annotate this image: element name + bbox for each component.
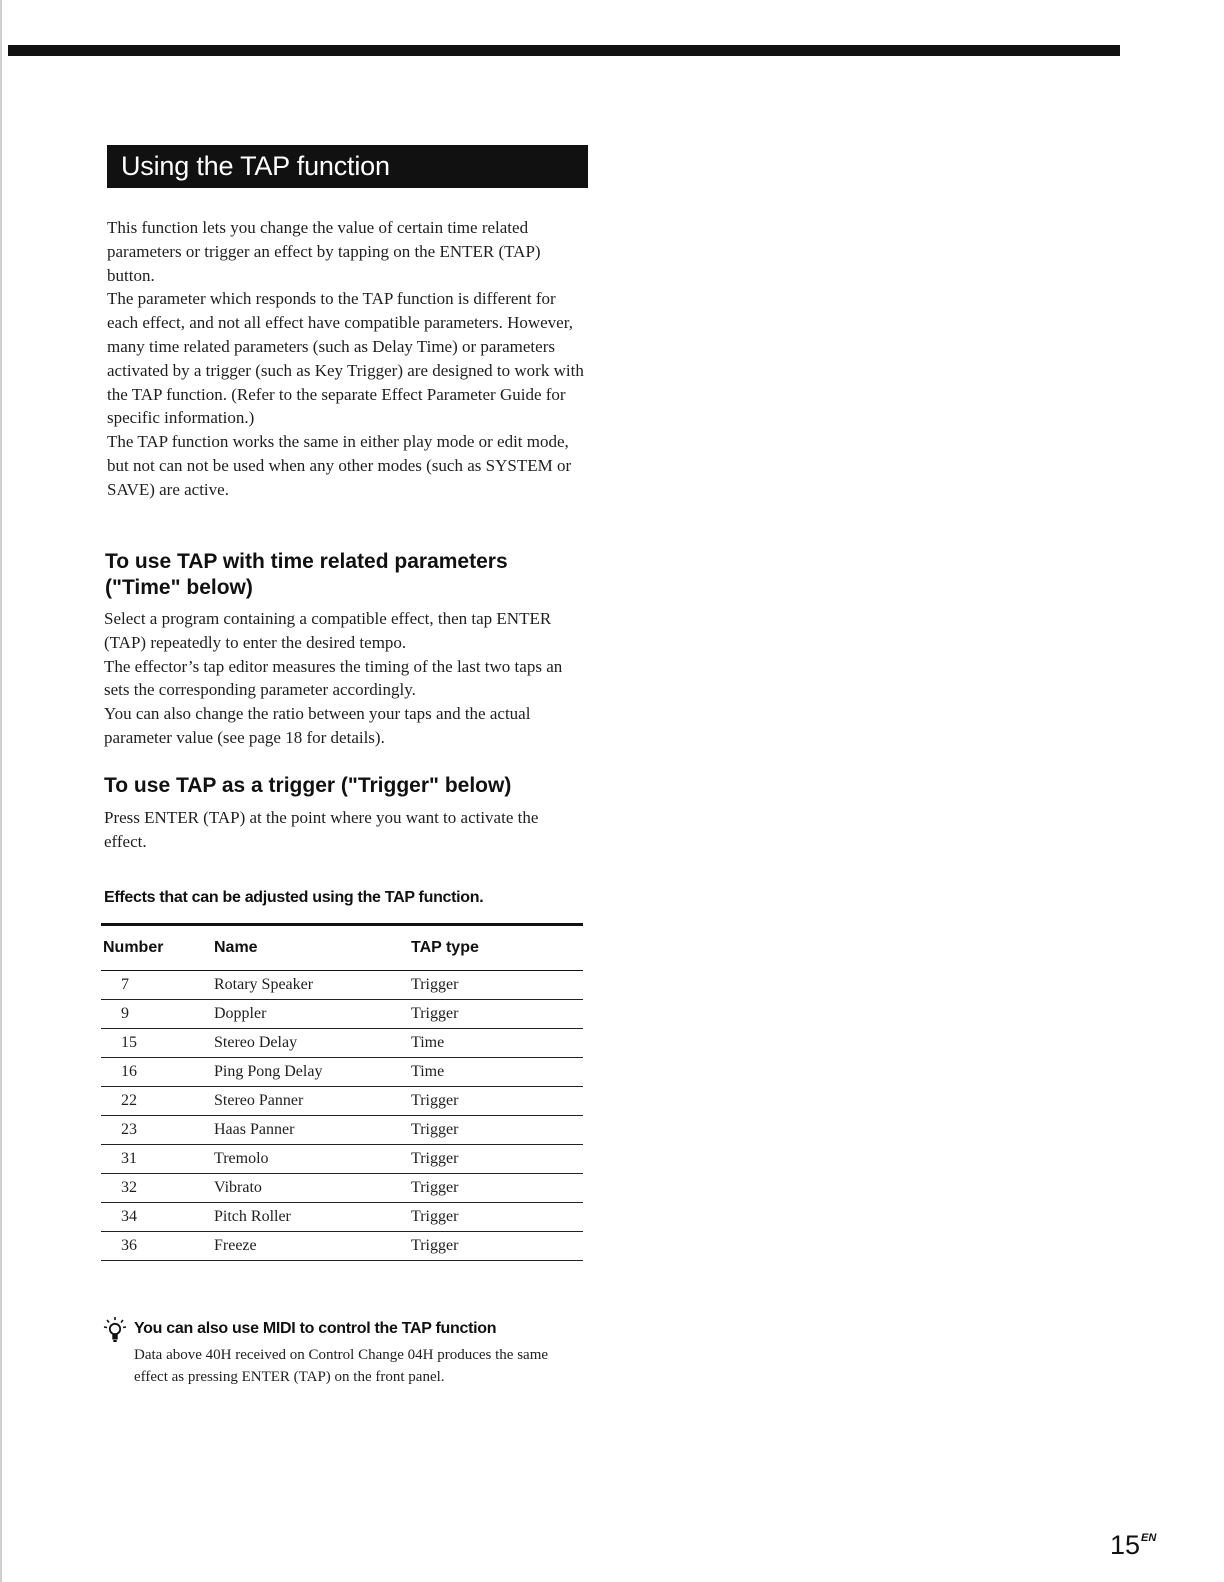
cell-name: Tremolo xyxy=(214,1150,269,1167)
cell-tap-type: Trigger xyxy=(411,976,459,993)
cell-tap-type: Time xyxy=(411,1063,445,1080)
cell-number: 36 xyxy=(121,1237,137,1254)
lightbulb-icon xyxy=(102,1316,128,1344)
cell-number: 22 xyxy=(121,1092,137,1109)
cell-tap-type: Trigger xyxy=(411,1121,459,1138)
table-row xyxy=(101,1029,583,1058)
trigger-paragraph: Press ENTER (TAP) at the point where you want to activate the effect. xyxy=(104,808,539,851)
table-row xyxy=(101,1232,583,1261)
cell-number: 23 xyxy=(121,1121,137,1138)
table-caption: Effects that can be adjusted using the TAP function. xyxy=(104,889,484,906)
table-row xyxy=(101,1174,583,1203)
cell-name: Stereo Delay xyxy=(214,1034,298,1051)
time-section-text xyxy=(104,607,584,750)
cell-tap-type: Trigger xyxy=(411,1237,459,1254)
table-row xyxy=(101,1087,583,1116)
table-row xyxy=(101,1145,583,1174)
cell-number: 32 xyxy=(121,1179,137,1196)
section-title: Using the TAP function xyxy=(107,145,588,188)
trigger-section-heading: To use TAP as a trigger ("Trigger" below) xyxy=(104,774,512,797)
cell-tap-type: Trigger xyxy=(411,1208,459,1225)
page-edge xyxy=(0,0,2,1582)
header-name: Name xyxy=(214,939,258,956)
cell-name: Doppler xyxy=(214,1005,267,1022)
cell-tap-type: Trigger xyxy=(411,1150,459,1167)
table-row xyxy=(101,1058,583,1087)
table-row xyxy=(101,971,583,1000)
cell-tap-type: Time xyxy=(411,1034,445,1051)
cell-name: Rotary Speaker xyxy=(214,976,314,993)
header-tap-type: TAP type xyxy=(411,939,479,956)
time-paragraph: Select a program containing a compatible effect, then tap ENTER (TAP) repeatedly to enter the desired tempo. xyxy=(104,609,552,652)
cell-number: 16 xyxy=(121,1063,137,1080)
trigger-section-text xyxy=(104,806,584,854)
time-paragraph: The effector’s tap editor measures the timing of the last two taps an sets the corresponding parameter accordingly. xyxy=(104,656,563,700)
cell-number: 7 xyxy=(121,976,129,993)
cell-number: 15 xyxy=(121,1034,137,1051)
cell-name: Ping Pong Delay xyxy=(214,1063,323,1080)
cell-number: 34 xyxy=(121,1208,137,1225)
table-row xyxy=(101,1203,583,1232)
cell-name: Stereo Panner xyxy=(214,1092,304,1109)
intro-paragraph: The TAP function works the same in either play mode or edit mode, but not can not be used when any other modes (such as SYSTEM or SAVE) are active. xyxy=(107,432,572,499)
intro-paragraph: This function lets you change the value of certain time related parameters or trigger an effect by tapping on the ENTER (TAP) button. xyxy=(107,218,541,285)
intro-paragraph: The parameter which responds to the TAP function is different for each effect, and not all effect have compatible parameters. However, many time related parameters (such as Delay Time) or parameters activated by a trigger (such as Key Trigger) are designed to work with the TAP function. (Refer to the separate Effect Parameter Guide for specific information.) xyxy=(107,289,584,428)
intro-text xyxy=(107,216,587,502)
language-suffix: EN xyxy=(1141,1532,1157,1544)
table-row xyxy=(101,1000,583,1029)
tip-body: Data above 40H received on Control Change 04H produces the same effect as pressing ENTER (TAP) on the front panel. xyxy=(134,1347,549,1385)
cell-name: Pitch Roller xyxy=(214,1208,291,1225)
tip-title: You can also use MIDI to control the TAP function xyxy=(134,1320,497,1337)
time-paragraph: You can also change the ratio between your taps and the actual parameter value (see page 18 for details). xyxy=(104,704,531,747)
header-number: Number xyxy=(103,939,164,956)
cell-name: Vibrato xyxy=(214,1179,262,1196)
cell-tap-type: Trigger xyxy=(411,1005,459,1022)
time-section-heading: To use TAP with time related parameters ("Time" below) xyxy=(105,550,508,599)
cell-number: 9 xyxy=(121,1005,129,1022)
top-rule xyxy=(8,45,1120,56)
table-header-row xyxy=(101,926,583,971)
cell-name: Freeze xyxy=(214,1237,257,1254)
cell-tap-type: Trigger xyxy=(411,1092,459,1109)
table-row xyxy=(101,1116,583,1145)
cell-tap-type: Trigger xyxy=(411,1179,459,1196)
cell-number: 31 xyxy=(121,1150,137,1167)
page-number-value: 15 xyxy=(1110,1530,1141,1560)
page-number xyxy=(1110,1530,1156,1561)
effects-table xyxy=(101,923,583,1261)
cell-name: Haas Panner xyxy=(214,1121,295,1138)
